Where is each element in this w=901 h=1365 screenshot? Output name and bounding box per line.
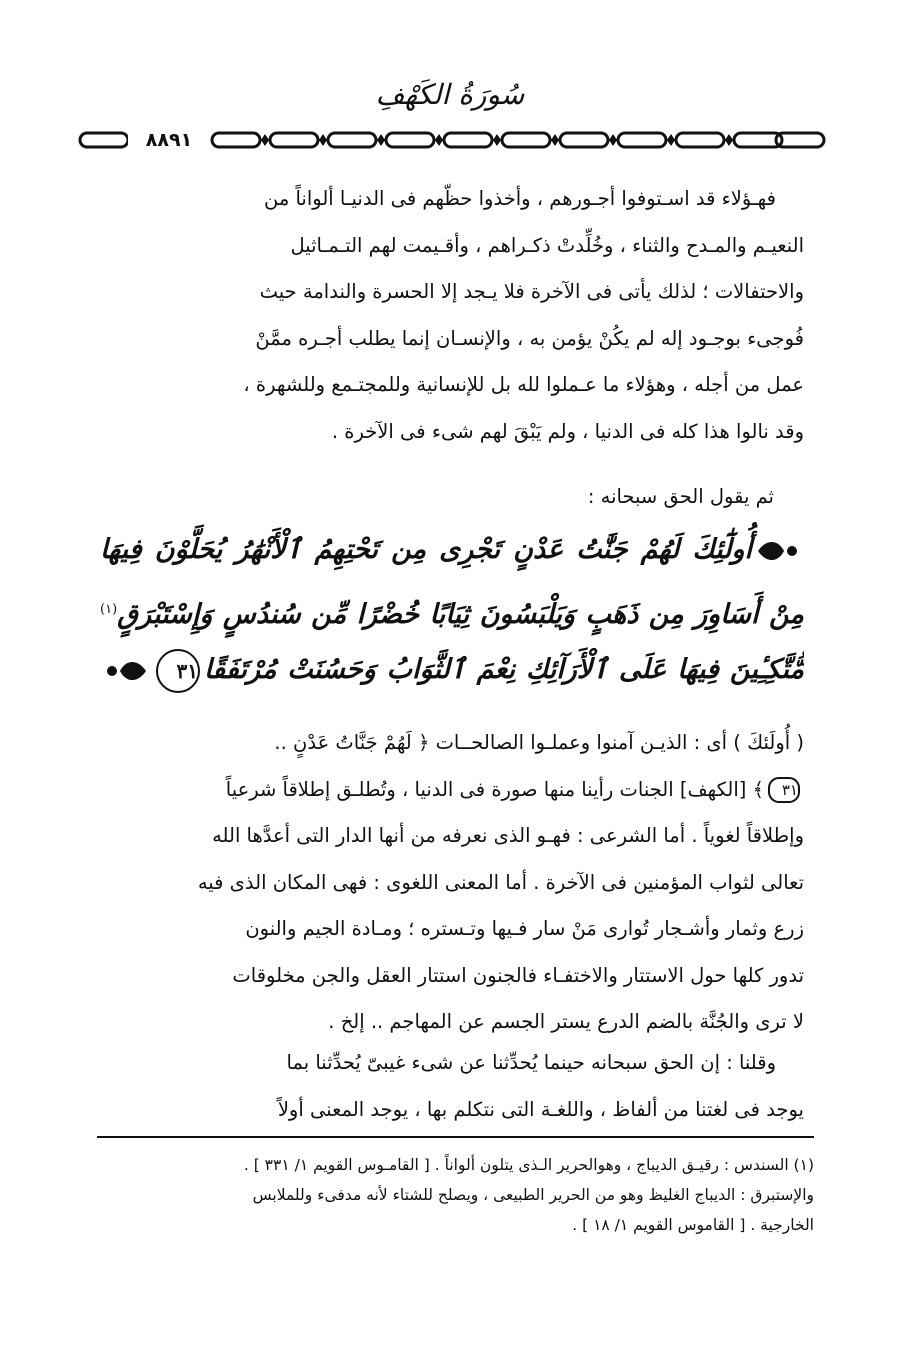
page-number: ٨٨٩١ bbox=[128, 128, 210, 152]
paragraph-1-line-5: عمل من أجله ، وهؤلاء ما عـملوا لله بل للإنسانية وللمجتـمع وللشهرة ، bbox=[243, 373, 804, 396]
paragraph-1-line-2: النعيـم والمـدح والثناء ، وخُلِّدتْ ذكـراهم ، وأقـيمت لهم التـمـاثيل bbox=[290, 233, 804, 257]
quran-verse bbox=[100, 520, 804, 700]
paragraph-1-line-3: والاحتفالات ؛ لذلك يأتى فى الآخرة فلا يـجد إلا الحسرة والندامة حيث bbox=[259, 280, 804, 303]
verse-line-1 bbox=[100, 520, 804, 580]
paragraph-2-line-5: زرع وثمار وأشـجار تُوارى مَنْ سار فـيها وتـستره ؛ ومـادة الجيم والنون bbox=[245, 917, 804, 940]
verse-line-3-text: مُّتَّكِـِٔينَ فِيهَا عَلَى ٱلْأَرَآئِكِ نِعْمَ ٱلثَّوَابُ وَحَسُنَتْ مُرْتَفَقًا bbox=[204, 654, 804, 685]
paragraph-1-line-1: فهـؤلاء قد اسـتوفوا أجـورهم ، وأخذوا حظّهم فى الدنيـا ألواناً من bbox=[263, 187, 776, 210]
footnote-line-2: والإستبرق : الديباج الغليظ وهو من الحرير الطبيعى ، ويصلح للشتاء لأنه مدفىء وللملابس bbox=[252, 1186, 814, 1204]
paragraph-3-line-1: وقلنا : إن الحق سبحانه حينما يُحدِّثنا عن شىء غيبىّ يُحدِّثنا بما bbox=[286, 1051, 776, 1074]
footnotes bbox=[92, 1150, 814, 1240]
paragraph-3-line-2: يوجد فى لغتنا من ألفاظ ، واللغـة التى نتكلم بها ، يوجد المعنى أولاً bbox=[277, 1097, 804, 1121]
footnote-line-1: (١) السندس : رقيـق الديباج ، وهوالحرير الـذى يتلون ألواناً . [ القامـوس القويم ١/ ٣٣١ ] . bbox=[243, 1156, 814, 1174]
inline-ayah-number: ٣١ bbox=[768, 777, 800, 803]
ayah-number-badge: ٣١ bbox=[156, 649, 200, 693]
paragraph-2-line-2-text: ﴾ [الكهف] الجنات رأينا منها صورة فى الدنيا ، وتُطلـق إطلاقاً شرعياً bbox=[225, 777, 764, 801]
paragraph-1 bbox=[98, 176, 804, 455]
paragraph-2-line-3: وإطلاقاً لغوياً . أما الشرعى : فهـو الذى نعرفه من أنها الدار التى أعدَّها الله bbox=[212, 824, 804, 847]
paragraph-2-line-6: تدور كلها حول الاستتار والاختفـاء فالجنون استتار العقل والجن مخلوقات bbox=[232, 963, 804, 987]
paragraph-2-line-2 bbox=[98, 767, 804, 814]
verse-line-3 bbox=[100, 640, 804, 700]
paragraph-1-line-6: وقد نالوا هذا كله فى الدنيا ، ولم يَبْقَ لهم شىء فى الآخرة . bbox=[331, 419, 804, 443]
verse-close-ornament-icon bbox=[104, 657, 148, 685]
paragraph-2-line-1: ( أُولَئكَ ) أى : الذيـن آمنوا وعملـوا الصالحــات ﴿ لَهُمْ جَنَّاتُ عَدْنٍ .. bbox=[274, 731, 804, 754]
verse-intro: ثم يقول الحق سبحانه : bbox=[587, 485, 774, 508]
footnote-line-3: الخارجية . [ القاموس القويم ١/ ١٨ ] . bbox=[572, 1216, 814, 1234]
paragraph-2 bbox=[98, 720, 804, 1046]
verse-line-2 bbox=[100, 580, 804, 640]
paragraph-1-line-4: فُوجىء بوجـود إله لم يكُنْ يؤمن به ، والإنسـان إنما يطلب أجـره ممَّنْ bbox=[255, 326, 804, 350]
verse-line-1-text: أُولَٰٓئِكَ لَهُمْ جَنَّٰتُ عَدْنٍ تَجْرِى مِن تَحْتِهِمُ ٱلْأَنْهَٰرُ يُحَلَّوْنَ فِيهَا bbox=[100, 534, 752, 565]
verse-line-2-text: مِنْ أَسَاوِرَ مِن ذَهَبٍ وَيَلْبَسُونَ ثِيَابًا خُضْرًا مِّن سُندُسٍ وَإِسْتَبْرَقٍ bbox=[117, 599, 804, 630]
paragraph-3 bbox=[98, 1040, 804, 1133]
paragraph-2-line-7: لا ترى والجُنَّة بالضم الدرع يستر الجسم عن المهاجم .. إلخ . bbox=[328, 1010, 804, 1033]
header-ornament bbox=[76, 128, 828, 152]
surah-title: سُورَةُ الكَهْفِ bbox=[375, 78, 525, 111]
verse-open-ornament-icon bbox=[756, 537, 800, 565]
footnote-reference: (١) bbox=[100, 602, 118, 617]
footnote-divider bbox=[97, 1136, 814, 1138]
paragraph-2-line-4: تعالى لثواب المؤمنين فى الآخرة . أما المعنى اللغوى : فهى المكان الذى فيه bbox=[197, 870, 804, 894]
